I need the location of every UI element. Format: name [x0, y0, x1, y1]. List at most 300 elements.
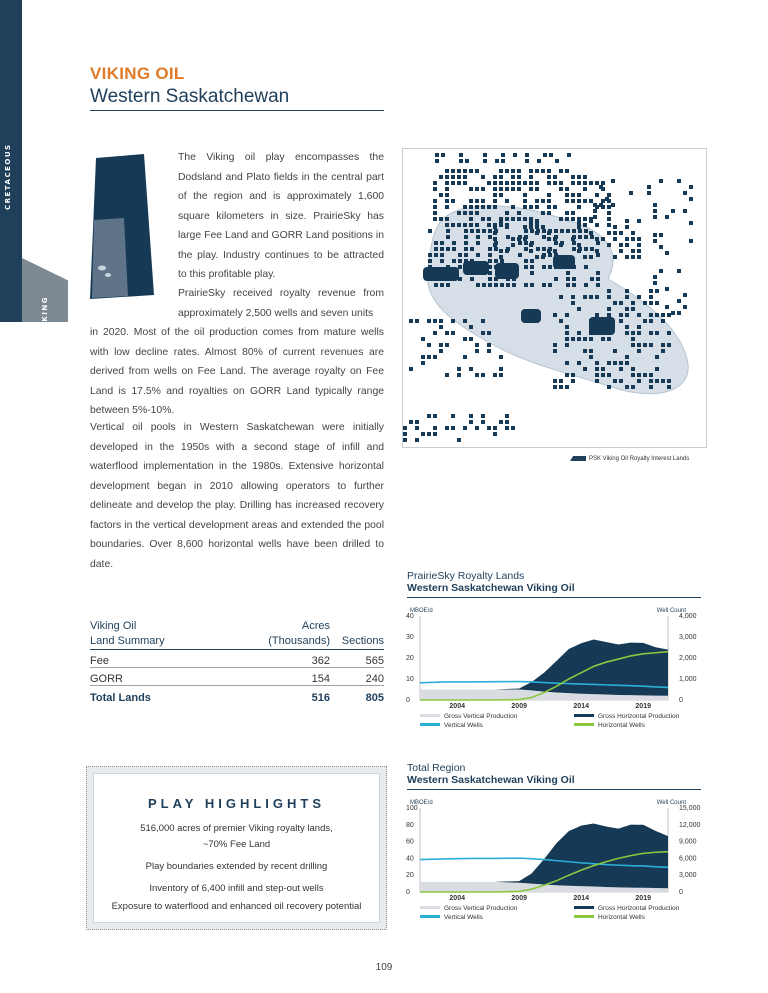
royalty-parcel — [659, 245, 663, 249]
row-acres: 516 — [311, 692, 330, 704]
row-sections: 805 — [365, 692, 384, 704]
royalty-parcel — [595, 379, 599, 383]
royalty-parcel — [605, 197, 609, 201]
royalty-parcel — [583, 337, 587, 341]
royalty-parcel — [655, 367, 659, 371]
royalty-parcel — [464, 229, 468, 233]
header-land-summary: Land Summary — [90, 635, 165, 647]
royalty-parcel — [566, 229, 570, 233]
royalty-parcel — [643, 319, 647, 323]
table-row — [90, 650, 384, 668]
royalty-parcel — [601, 237, 605, 241]
royalty-parcel — [469, 420, 473, 424]
royalty-parcel — [523, 205, 527, 209]
royalty-parcel — [517, 181, 521, 185]
royalty-parcel — [459, 153, 463, 157]
royalty-parcel — [647, 191, 651, 195]
royalty-parcel — [535, 187, 539, 191]
royalty-parcel — [475, 373, 479, 377]
royalty-parcel — [619, 301, 623, 305]
royalty-parcel — [511, 426, 515, 430]
royalty-parcel — [445, 217, 449, 221]
royalty-parcel — [637, 255, 641, 259]
royalty-parcel — [487, 223, 491, 227]
y-tick-label: 100 — [406, 805, 418, 812]
royalty-parcel — [481, 175, 485, 179]
royalty-parcel — [481, 331, 485, 335]
royalty-parcel — [440, 241, 444, 245]
royalty-parcel — [451, 199, 455, 203]
royalty-parcel — [475, 169, 479, 173]
royalty-parcel — [631, 231, 635, 235]
royalty-parcel — [483, 159, 487, 163]
royalty-parcel — [493, 237, 497, 241]
royalty-parcel — [625, 289, 629, 293]
royalty-parcel — [439, 319, 443, 323]
royalty-parcel — [499, 249, 503, 253]
y-tick-label: 10 — [406, 676, 414, 683]
royalty-parcel — [499, 255, 503, 259]
legend-swatch — [574, 723, 594, 726]
royalty-parcel — [433, 181, 437, 185]
royalty-parcel — [457, 181, 461, 185]
royalty-parcel — [421, 432, 425, 436]
royalty-parcel — [428, 259, 432, 263]
y2-tick-label: 3,000 — [679, 872, 697, 880]
royalty-parcel — [409, 420, 413, 424]
royalty-parcel — [487, 426, 491, 430]
royalty-parcel — [661, 319, 665, 323]
royalty-parcel — [601, 199, 605, 203]
royalty-parcel — [524, 265, 528, 269]
royalty-parcel — [599, 185, 603, 189]
royalty-parcel — [421, 337, 425, 341]
royalty-parcel — [565, 217, 569, 221]
royalty-parcel — [535, 205, 539, 209]
royalty-parcel — [637, 243, 641, 247]
royalty-parcel — [541, 211, 545, 215]
royalty-parcel — [511, 243, 515, 247]
royalty-parcel — [541, 199, 545, 203]
royalty-parcel — [625, 313, 629, 317]
royalty-parcel — [607, 289, 611, 293]
royalty-parcel — [547, 249, 551, 253]
royalty-parcel — [505, 181, 509, 185]
royalty-parcel — [487, 343, 491, 347]
royalty-parcel — [511, 169, 515, 173]
royalty-parcel — [500, 259, 504, 263]
royalty-parcel — [433, 211, 437, 215]
royalty-parcel — [464, 247, 468, 251]
royalty-parcel — [566, 271, 570, 275]
royalty-parcel — [590, 277, 594, 281]
royalty-parcel — [476, 241, 480, 245]
royalty-parcel — [457, 211, 461, 215]
royalty-parcel-block — [589, 317, 615, 335]
royalty-parcel — [577, 243, 581, 247]
royalty-parcel — [653, 281, 657, 285]
royalty-parcel — [578, 229, 582, 233]
royalty-parcel — [629, 191, 633, 195]
royalty-parcel — [659, 233, 663, 237]
map-legend-swatch — [570, 456, 586, 461]
royalty-parcel — [631, 237, 635, 241]
royalty-parcel — [505, 420, 509, 424]
play-highlights-title: PLAY HIGHLIGHTS — [147, 796, 326, 811]
royalty-parcel — [631, 373, 635, 377]
royalty-parcel — [517, 211, 521, 215]
royalty-parcel — [518, 241, 522, 245]
royalty-parcel — [566, 277, 570, 281]
royalty-parcel — [665, 215, 669, 219]
royalty-parcel — [439, 325, 443, 329]
royalty-parcel — [445, 169, 449, 173]
legend-swatch — [574, 714, 594, 717]
y-tick-label: 20 — [406, 655, 414, 662]
royalty-parcel — [535, 225, 539, 229]
royalty-parcel — [493, 205, 497, 209]
royalty-parcel — [619, 249, 623, 253]
land-summary-table — [90, 619, 384, 704]
royalty-parcel — [554, 241, 558, 245]
royalty-parcel — [565, 361, 569, 365]
royalty-parcel — [547, 193, 551, 197]
royalty-parcel — [661, 343, 665, 347]
royalty-parcel — [535, 255, 539, 259]
royalty-parcel — [571, 379, 575, 383]
royalty-parcel — [559, 187, 563, 191]
royalty-parcel — [601, 181, 605, 185]
royalty-parcel — [584, 229, 588, 233]
royalty-parcel — [593, 209, 597, 213]
royalty-parcel — [677, 311, 681, 315]
highlight-item: Inventory of 6,400 infill and step-out wells — [149, 883, 324, 894]
royalty-parcel — [403, 438, 407, 442]
royalty-parcel — [547, 199, 551, 203]
royalty-parcel — [458, 253, 462, 257]
royalty-parcel — [446, 247, 450, 251]
royalty-parcel — [554, 277, 558, 281]
royalty-parcel — [553, 349, 557, 353]
royalty-parcel — [535, 219, 539, 223]
legend-swatch — [420, 906, 440, 909]
royalty-parcel — [571, 211, 575, 215]
royalty-parcel — [445, 193, 449, 197]
royalty-parcel — [452, 241, 456, 245]
royalty-parcel — [476, 229, 480, 233]
royalty-parcel — [445, 175, 449, 179]
royalty-parcel — [631, 307, 635, 311]
royalty-parcel — [547, 237, 551, 241]
royalty-parcel — [439, 343, 443, 347]
royalty-parcel — [631, 331, 635, 335]
royalty-parcel — [469, 205, 473, 209]
page-number: 109 — [375, 962, 393, 973]
royalty-parcel — [542, 265, 546, 269]
royalty-parcel — [457, 367, 461, 371]
royalty-parcel — [625, 325, 629, 329]
royalty-parcel — [671, 311, 675, 315]
royalty-parcel — [572, 277, 576, 281]
royalty-parcel — [589, 219, 593, 223]
royalty-parcel — [689, 185, 693, 189]
royalty-parcel — [637, 325, 641, 329]
row-sections: 565 — [365, 655, 384, 667]
royalty-parcel — [500, 283, 504, 287]
royalty-parcel — [549, 153, 553, 157]
royalty-parcel — [590, 235, 594, 239]
royalty-parcel — [667, 343, 671, 347]
highlight-item: ~70% Fee Land — [202, 839, 271, 850]
royalty-parcel — [649, 289, 653, 293]
royalty-parcel — [499, 373, 503, 377]
royalty-parcel — [433, 217, 437, 221]
royalty-parcel — [649, 379, 653, 383]
royalty-parcel — [565, 199, 569, 203]
royalty-parcel — [446, 283, 450, 287]
royalty-parcel — [439, 349, 443, 353]
chart1-title-line2: Western Saskatchewan Viking Oil — [407, 582, 575, 594]
royalty-parcel — [463, 169, 467, 173]
y2-tick-label: 0 — [679, 697, 683, 704]
royalty-parcel — [541, 169, 545, 173]
royalty-parcel — [565, 211, 569, 215]
royalty-parcel — [653, 233, 657, 237]
royalty-parcel — [553, 343, 557, 347]
royalty-parcel — [607, 223, 611, 227]
royalty-parcel — [517, 175, 521, 179]
royalty-parcel — [488, 229, 492, 233]
y-tick-label: 30 — [406, 634, 414, 641]
royalty-parcel — [433, 199, 437, 203]
royalty-parcel — [637, 331, 641, 335]
royalty-parcel — [619, 379, 623, 383]
royalty-parcel — [607, 307, 611, 311]
legend-swatch — [574, 906, 594, 909]
royalty-parcel — [542, 229, 546, 233]
royalty-parcel — [572, 283, 576, 287]
x-tick-label: 2014 — [573, 703, 589, 710]
royalty-parcel — [571, 373, 575, 377]
royalty-parcel — [613, 231, 617, 235]
title-rule — [90, 110, 384, 111]
royalty-parcel — [553, 249, 557, 253]
royalty-parcel — [415, 426, 419, 430]
royalty-parcel — [559, 379, 563, 383]
royalty-parcel — [607, 211, 611, 215]
royalty-parcel — [599, 203, 603, 207]
royalty-parcel — [677, 299, 681, 303]
legend-label: Vertical Wells — [444, 722, 483, 729]
royalty-parcel — [619, 361, 623, 365]
royalty-parcel — [476, 235, 480, 239]
royalty-parcel — [493, 243, 497, 247]
royalty-parcel — [463, 319, 467, 323]
royalty-parcel — [523, 193, 527, 197]
royalty-parcel — [476, 253, 480, 257]
royalty-parcel — [465, 159, 469, 163]
royalty-parcel — [523, 217, 527, 221]
highlight-item: 516,000 acres of premier Viking royalty lands, — [140, 823, 333, 834]
royalty-parcel — [689, 221, 693, 225]
royalty-parcel — [529, 181, 533, 185]
royalty-parcel — [535, 199, 539, 203]
royalty-parcel — [530, 259, 534, 263]
royalty-parcel — [637, 343, 641, 347]
legend-label: Gross Vertical Production — [444, 905, 518, 912]
royalty-parcel — [481, 187, 485, 191]
play-boundary — [427, 206, 688, 394]
royalty-parcel — [607, 313, 611, 317]
royalty-parcel — [499, 187, 503, 191]
highlight-item: Exposure to waterflood and enhanced oil recovery potential — [111, 901, 362, 912]
royalty-parcel — [595, 295, 599, 299]
side-tab-viking-label: VIKING — [41, 296, 49, 333]
royalty-parcel — [589, 355, 593, 359]
royalty-parcel — [589, 337, 593, 341]
royalty-parcel — [601, 367, 605, 371]
royalty-parcel — [607, 231, 611, 235]
royalty-parcel — [577, 337, 581, 341]
royalty-parcel — [607, 205, 611, 209]
royalty-parcel — [409, 319, 413, 323]
royalty-parcel — [451, 426, 455, 430]
royalty-parcel — [505, 426, 509, 430]
y-axis-label: MBOE/d — [410, 608, 433, 614]
royalty-parcel — [445, 373, 449, 377]
royalty-parcel — [637, 249, 641, 253]
royalty-parcel — [607, 243, 611, 247]
royalty-parcel — [517, 237, 521, 241]
royalty-parcel — [653, 239, 657, 243]
royalty-parcel — [553, 313, 557, 317]
royalty-parcel — [475, 343, 479, 347]
royalty-parcel — [469, 211, 473, 215]
royalty-parcel — [525, 153, 529, 157]
royalty-parcel — [463, 175, 467, 179]
royalty-parcel — [463, 426, 467, 430]
royalty-parcel — [481, 373, 485, 377]
royalty-parcel — [653, 209, 657, 213]
royalty-parcel — [584, 235, 588, 239]
royalty-parcel — [469, 169, 473, 173]
y-tick-label: 60 — [406, 838, 414, 846]
royalty-parcel — [535, 181, 539, 185]
royalty-parcel — [494, 283, 498, 287]
royalty-parcel — [475, 211, 479, 215]
royalty-parcel — [421, 355, 425, 359]
royalty-parcel — [499, 223, 503, 227]
royalty-parcel — [553, 379, 557, 383]
royalty-parcel — [499, 169, 503, 173]
royalty-parcel — [655, 379, 659, 383]
royalty-parcel — [529, 205, 533, 209]
royalty-parcel — [475, 223, 479, 227]
royalty-parcel — [499, 355, 503, 359]
royalty-parcel — [607, 385, 611, 389]
royalty-parcel — [583, 187, 587, 191]
revenue-paragraph-cont: in 2020. Most of the oil production comes from mature wells with low decline rates. Almost 80% of current revenues are derived from wells on Fee Land. The average royalty on Fee Land is 17.5% and royalties on GORR Land typically range between 5%-10%. — [90, 327, 384, 416]
royalty-parcel — [511, 217, 515, 221]
royalty-parcel — [583, 255, 587, 259]
royalty-parcel — [578, 235, 582, 239]
royalty-parcel — [452, 259, 456, 263]
royalty-parcel — [542, 283, 546, 287]
royalty-parcel — [559, 319, 563, 323]
row-acres: 154 — [311, 673, 330, 685]
royalty-parcel-block — [423, 267, 459, 281]
royalty-parcel — [613, 361, 617, 365]
royalty-parcel — [637, 295, 641, 299]
royalty-parcel — [596, 271, 600, 275]
chart2-rule — [407, 789, 701, 790]
royalty-parcel — [493, 426, 497, 430]
royalty-parcel — [415, 420, 419, 424]
intro-paragraph: The Viking oil play encompasses the Dodsland and Plato fields in the central part of the region and is approximately 1,600 square kilometers in size. PrairieSky has large Fee Land and GORR Land positions in the play. Industry continues to be attracted to this profitable play. — [178, 152, 384, 280]
revenue-paragraph-start: PrairieSky received royalty revenue from approximately 2,500 wells and seven units — [178, 288, 384, 319]
royalty-parcel — [655, 289, 659, 293]
royalty-parcel — [428, 253, 432, 257]
royalty-parcel — [583, 217, 587, 221]
royalty-parcel — [439, 175, 443, 179]
royalty-parcel — [435, 159, 439, 163]
royalty-parcel — [511, 175, 515, 179]
royalty-parcel — [499, 420, 503, 424]
royalty-parcel — [530, 283, 534, 287]
royalty-parcel — [529, 187, 533, 191]
royalty-parcel — [457, 438, 461, 442]
royalty-parcel — [625, 385, 629, 389]
royalty-parcel — [589, 349, 593, 353]
y2-tick-label: 3,000 — [679, 634, 697, 641]
royalty-parcel — [433, 355, 437, 359]
royalty-parcel — [683, 305, 687, 309]
series-gross-horizontal-production — [420, 640, 668, 696]
legend-swatch — [420, 723, 440, 726]
royalty-parcel — [517, 169, 521, 173]
royalty-parcel — [451, 175, 455, 179]
royalty-parcel — [619, 367, 623, 371]
royalty-parcel — [661, 349, 665, 353]
highlight-item: Play boundaries extended by recent drilling — [145, 861, 328, 872]
royalty-parcel — [553, 385, 557, 389]
royalty-parcel — [589, 295, 593, 299]
row-acres: 362 — [311, 655, 330, 667]
y2-axis-label: Well Count — [656, 608, 686, 614]
royalty-parcel — [559, 385, 563, 389]
royalty-parcel — [541, 225, 545, 229]
royalty-parcel — [571, 181, 575, 185]
royalty-parcel-block — [495, 263, 519, 279]
royalty-parcel — [440, 253, 444, 257]
royalty-parcel — [584, 247, 588, 251]
royalty-parcel — [571, 175, 575, 179]
royalty-parcel — [565, 187, 569, 191]
royalty-parcel — [475, 205, 479, 209]
royalty-parcel — [655, 331, 659, 335]
x-tick-label: 2019 — [635, 703, 651, 710]
lake-shape — [98, 266, 106, 271]
royalty-parcel — [499, 193, 503, 197]
royalty-parcel — [535, 231, 539, 235]
royalty-parcel — [625, 243, 629, 247]
royalty-parcel — [637, 349, 641, 353]
royalty-parcel — [547, 181, 551, 185]
royalty-parcel — [434, 253, 438, 257]
royalty-parcel — [572, 241, 576, 245]
royalty-parcel — [505, 169, 509, 173]
royalty-parcel — [542, 247, 546, 251]
